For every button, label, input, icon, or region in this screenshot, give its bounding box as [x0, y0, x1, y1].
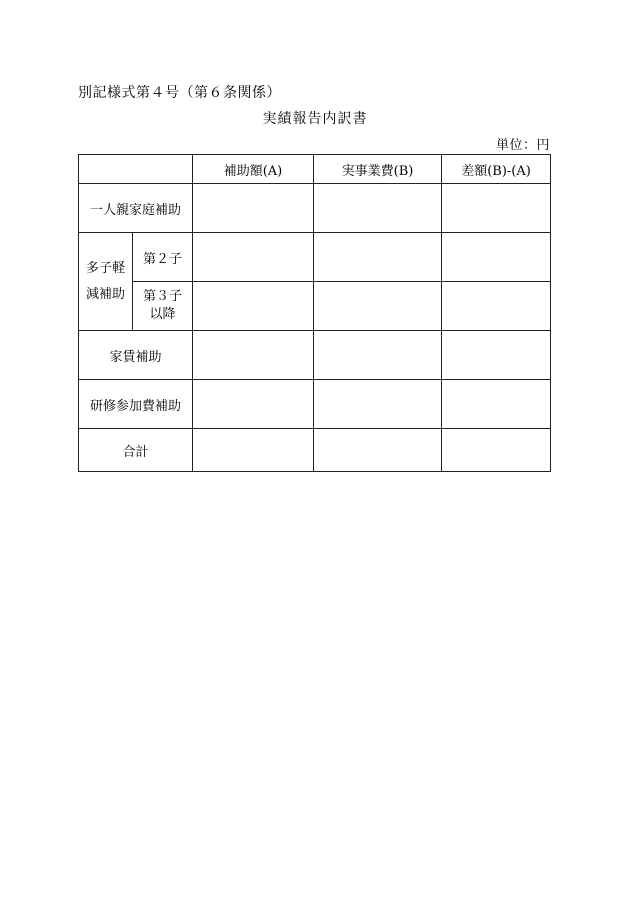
form-number: 別記様式第４号（第６条関係） [78, 85, 281, 101]
header-subsidy: 補助額(A) [193, 155, 314, 184]
multi-child-label-line-2: 減補助 [85, 286, 125, 302]
cell-rent-difference [442, 331, 551, 380]
cell-training-actual [314, 380, 442, 429]
cell-third-child-difference [442, 282, 551, 331]
table-row [79, 429, 551, 472]
row-label-total: 合計 [79, 429, 193, 472]
header-difference: 差額(B)-(A) [442, 155, 551, 184]
row-label-third-child [133, 282, 193, 331]
unit-label: 単位：円 [495, 138, 550, 153]
cell-total-actual [314, 429, 442, 472]
row-label-multi-child-group [79, 233, 133, 331]
cell-second-child-difference [442, 233, 551, 282]
cell-second-child-subsidy [193, 233, 314, 282]
report-table [78, 154, 551, 472]
third-child-label-line-1: 第３子 [142, 289, 182, 304]
header-actual-cost: 実事業費(B) [314, 155, 442, 184]
cell-single-parent-difference [442, 184, 551, 233]
third-child-label-line-2: 以降 [149, 307, 176, 322]
table-row [79, 331, 551, 380]
cell-single-parent-actual [314, 184, 442, 233]
document-title: 実績報告内訳書 [262, 111, 368, 127]
header-row [79, 155, 551, 184]
table-row [79, 233, 551, 282]
cell-training-subsidy [193, 380, 314, 429]
table-row [79, 282, 551, 331]
header-blank [79, 155, 193, 184]
row-label-training: 研修参加費補助 [79, 380, 193, 429]
row-label-second-child: 第２子 [133, 233, 193, 282]
cell-third-child-actual [314, 282, 442, 331]
row-label-single-parent: 一人親家庭補助 [79, 184, 193, 233]
cell-total-difference [442, 429, 551, 472]
table-row [79, 184, 551, 233]
table-row [79, 380, 551, 429]
cell-rent-subsidy [193, 331, 314, 380]
cell-third-child-subsidy [193, 282, 314, 331]
cell-second-child-actual [314, 233, 442, 282]
multi-child-label-line-1: 多子軽 [85, 260, 125, 276]
cell-single-parent-subsidy [193, 184, 314, 233]
cell-rent-actual [314, 331, 442, 380]
cell-total-subsidy [193, 429, 314, 472]
cell-training-difference [442, 380, 551, 429]
row-label-rent: 家賃補助 [79, 331, 193, 380]
